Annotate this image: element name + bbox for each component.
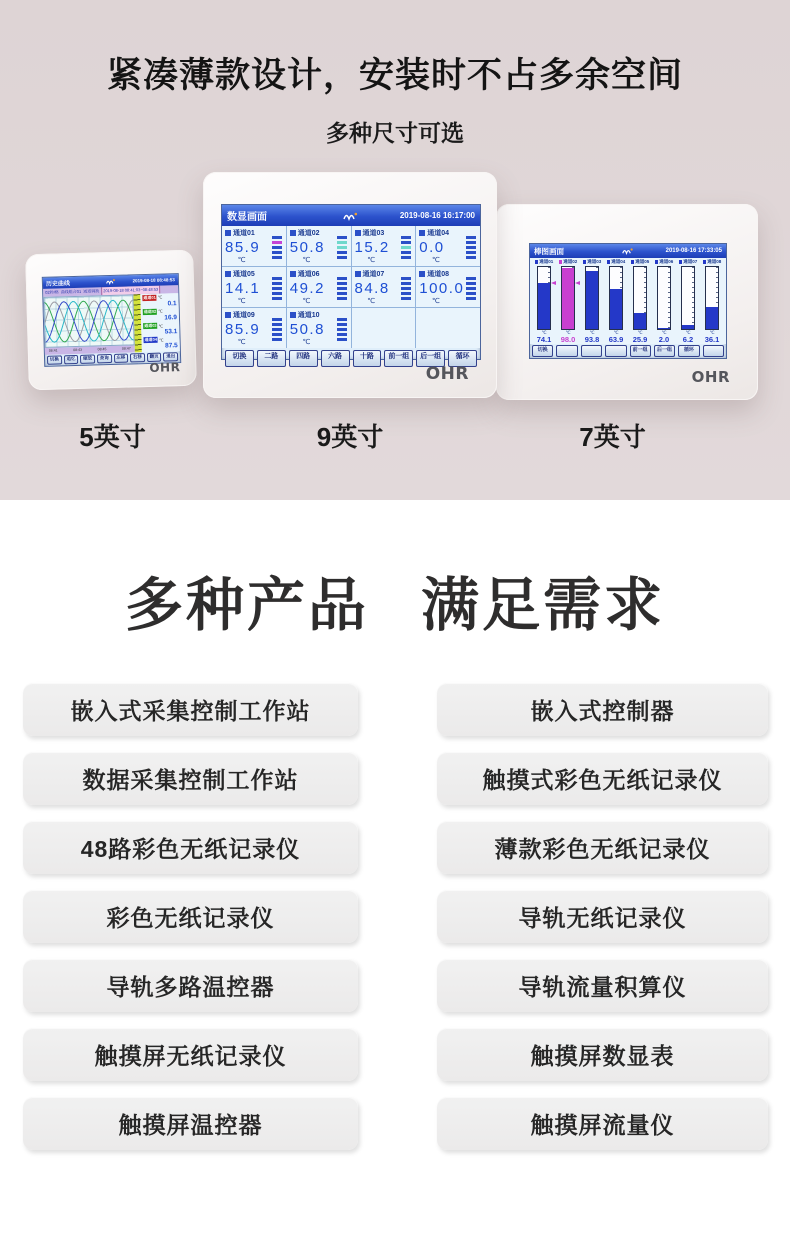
channel-cell: [222, 267, 286, 307]
product-button[interactable]: 导轨无纸记录仪: [437, 890, 768, 943]
screen-button: 循环: [678, 345, 699, 357]
bar-fill: [682, 325, 694, 329]
channel-unit: ℃: [302, 339, 311, 346]
indicator-segment: [337, 287, 347, 290]
section-title-left: 多种产品: [124, 573, 369, 638]
screen-header: [222, 205, 480, 226]
screen-datetime: 2019-08-16 16:17:00: [399, 211, 475, 220]
indicator-segment: [337, 277, 347, 280]
channel-level-indicator: [466, 236, 476, 259]
channel-label: 通道08: [427, 271, 450, 278]
indicator-segment: [401, 241, 411, 244]
bar-value: 6.2: [682, 335, 694, 344]
screen-7inch-bargraph: [529, 243, 727, 359]
channel-cell: [416, 267, 480, 307]
bar-unit: ℃: [685, 330, 691, 335]
bar-channel-label: [559, 259, 578, 265]
time-tick-label: 08:47: [121, 346, 131, 351]
bar-value: 36.1: [704, 335, 720, 344]
channel-unit: ℃: [237, 298, 246, 305]
channel-level-indicator: [401, 277, 411, 300]
channel-color-square: [225, 230, 231, 236]
channel-level-indicator: [272, 318, 282, 341]
channel-color-square: [703, 260, 707, 264]
channel-value: 15.2: [354, 239, 390, 256]
channel-level-indicator: [337, 236, 347, 259]
bar-outline: [609, 266, 623, 330]
setpoint-marker-icon: [551, 281, 556, 285]
screen-button: 后一组: [416, 350, 445, 367]
channel-label: 通道07: [683, 259, 698, 264]
screen-title: 历史曲线: [45, 281, 71, 288]
bar-channel-label: [607, 259, 626, 265]
history-curve-plot: [43, 294, 134, 347]
product-button[interactable]: 彩色无纸记录仪: [23, 890, 358, 943]
channel-unit: ℃: [302, 298, 311, 305]
channel-color-chip: 通道04: [144, 337, 158, 343]
channel-label: 通道07: [362, 271, 385, 278]
channel-color-square: [355, 230, 361, 236]
channel-level-indicator: [337, 318, 347, 341]
channel-level-indicator: [272, 236, 282, 259]
screen-button: [581, 345, 602, 357]
indicator-segment: [466, 297, 476, 300]
bar-channel-label: [535, 259, 554, 265]
screen-button: 后一组: [654, 345, 675, 357]
bar-value: 74.1: [536, 335, 552, 344]
indicator-segment: [401, 277, 411, 280]
channel-color-square: [607, 260, 611, 264]
hero-subtitle: 多种尺寸可选: [326, 120, 464, 146]
channel-color-chip: 通道03: [144, 323, 157, 329]
channel-label: 通道06: [659, 259, 674, 264]
bar-column: [628, 259, 652, 344]
product-button[interactable]: 薄款彩色无纸记录仪: [437, 821, 768, 874]
screen-button: 切换: [47, 355, 62, 364]
channel-value: 84.8: [354, 280, 390, 297]
curve-wrap: [43, 294, 135, 354]
indicator-segment: [337, 246, 347, 249]
bar-column: [604, 259, 628, 344]
channel-color-square: [419, 230, 425, 236]
screen-button: 前一组: [630, 345, 651, 357]
channel-label: 通道06: [297, 271, 320, 278]
channel-color-square: [225, 271, 231, 277]
channel-value: 50.8: [289, 239, 325, 256]
bar-fill: [538, 283, 550, 329]
indicator-segment: [272, 323, 282, 326]
indicator-segment: [337, 236, 347, 239]
bar-value: 25.9: [632, 335, 648, 344]
indicator-segment: [272, 287, 282, 290]
screen-datetime: 2019-08-18 08:48:53: [132, 277, 175, 284]
bar-unit: ℃: [661, 330, 667, 335]
channel-label: 通道02: [563, 259, 578, 264]
indicator-segment: [466, 277, 476, 280]
indicator-segment: [337, 297, 347, 300]
readout-value: 0.1: [167, 299, 177, 307]
screen-button: 查询: [97, 354, 112, 363]
time-tick-label: 08:45: [97, 347, 107, 352]
device-9inch: [203, 172, 497, 398]
channel-value: 50.8: [289, 321, 325, 338]
channel-cell: [287, 226, 351, 266]
screen-button: [556, 345, 577, 357]
readout-value: 16.9: [164, 313, 178, 322]
screen-button: 左移: [113, 354, 128, 363]
channel-label: 通道09: [233, 312, 255, 319]
channel-label: 通道03: [587, 259, 602, 264]
screen-button: 缩放: [80, 354, 95, 363]
size-label-9inch: 9英寸: [316, 422, 384, 452]
indicator-segment: [337, 338, 347, 341]
screen-button: 四路: [289, 350, 318, 367]
bar-column: [556, 259, 580, 344]
bar-unit: ℃: [541, 330, 547, 335]
bar-channel-label: [631, 259, 650, 265]
indicator-segment: [466, 292, 476, 295]
indicator-segment: [466, 251, 476, 254]
channel-color-square: [290, 312, 296, 318]
indicator-segment: [272, 241, 282, 244]
product-button[interactable]: 触摸屏数显表: [437, 1028, 768, 1081]
indicator-segment: [337, 323, 347, 326]
indicator-segment: [466, 241, 476, 244]
bar-column: [580, 259, 604, 344]
channel-readout: [143, 308, 177, 322]
indicator-segment: [466, 282, 476, 285]
channel-label: 通道03: [362, 230, 385, 237]
channel-label: 通道02: [297, 230, 320, 237]
channel-cell: [287, 308, 351, 348]
indicator-segment: [401, 287, 411, 290]
channel-unit: ℃: [367, 298, 376, 305]
product-button[interactable]: 嵌入式控制器: [437, 683, 768, 736]
channel-color-square: [655, 260, 659, 264]
screen-button: 前一组: [384, 350, 413, 367]
screen-button: 退出: [163, 352, 178, 361]
screen-button: 六路: [321, 350, 350, 367]
channel-color-square: [679, 260, 683, 264]
screen-datetime: 2019-08-16 17:33:05: [665, 248, 722, 254]
screen-title: 棒图画面: [534, 246, 564, 256]
channel-unit: ℃: [432, 298, 440, 305]
bar-value: 98.0: [560, 335, 576, 344]
ohr-brand-logo: OHR: [425, 364, 469, 384]
toolbar-item: 通道调换: [83, 288, 100, 294]
screen-title: 数显画面: [227, 212, 267, 223]
indicator-segment: [401, 297, 411, 300]
indicator-segment: [272, 297, 282, 300]
device-7inch: [496, 204, 758, 400]
readout-value: 87.5: [164, 342, 178, 350]
indicator-segment: [337, 241, 347, 244]
channel-readout: [143, 322, 177, 336]
channel-level-indicator: [272, 277, 282, 300]
channel-label: 通道05: [233, 271, 255, 278]
screen-button: 循环: [448, 350, 477, 367]
bar-unit: ℃: [565, 330, 571, 335]
bar-outline: [585, 266, 599, 330]
channel-cell: [352, 226, 416, 266]
channel-color-chip: 通道01: [143, 294, 156, 301]
product-column-right: [437, 683, 768, 1150]
channel-color-square: [559, 260, 563, 264]
screen-button-row: [530, 344, 726, 358]
channel-color-chip: 通道02: [143, 308, 157, 315]
channel-label: 通道01: [539, 259, 554, 264]
channel-grid: [222, 226, 480, 348]
bar-outline: [633, 266, 647, 330]
ohr-brand-logo: OHR: [149, 360, 181, 375]
channel-unit: ℃: [237, 339, 246, 346]
toolbar-item: 02秒/格: [45, 289, 59, 295]
channel-cell: [352, 267, 416, 307]
indicator-segment: [337, 318, 347, 321]
bar-value: 2.0: [658, 335, 670, 344]
readout-value: 53.1: [164, 327, 178, 336]
bar-fill: [586, 271, 598, 329]
indicator-segment: [466, 287, 476, 290]
product-button[interactable]: 触摸式彩色无纸记录仪: [437, 752, 768, 805]
channel-readout: [142, 294, 176, 308]
bar-channel-label: [679, 259, 698, 265]
indicator-segment: [337, 328, 347, 331]
brand-logo-icon: [622, 247, 634, 255]
channel-level-indicator: [401, 236, 411, 259]
bar-outline: [561, 266, 575, 330]
product-button[interactable]: 触摸屏温控器: [23, 1097, 358, 1150]
channel-value: 85.9: [225, 239, 261, 256]
section-title: [0, 558, 790, 642]
product-button[interactable]: 嵌入式采集控制工作站: [23, 683, 358, 736]
indicator-segment: [272, 292, 282, 295]
indicator-segment: [272, 333, 282, 336]
indicator-segment: [466, 236, 476, 239]
channel-unit: ℃: [237, 257, 246, 264]
screen-9inch-digital: [221, 204, 481, 360]
channel-readouts: [140, 293, 180, 352]
size-label-5inch: 5英寸: [79, 422, 146, 452]
indicator-segment: [272, 246, 282, 249]
screen-header: [530, 244, 726, 258]
channel-unit: ℃: [367, 257, 376, 264]
bar-channel-label: [583, 259, 602, 265]
curve-main: [43, 293, 180, 355]
channel-value: 49.2: [289, 280, 325, 297]
bar-outline: [681, 266, 695, 330]
channel-cell: [287, 267, 351, 307]
readout-unit: ℃: [158, 323, 164, 329]
channel-label: 通道04: [427, 230, 450, 237]
bar-column: [676, 259, 700, 344]
bar-outline: [537, 266, 551, 330]
indicator-segment: [272, 251, 282, 254]
channel-cell: [222, 308, 286, 348]
channel-color-square: [631, 260, 635, 264]
indicator-segment: [337, 251, 347, 254]
channel-cell-empty: [352, 308, 416, 348]
indicator-segment: [401, 256, 411, 259]
bar-outline: [657, 266, 671, 330]
indicator-segment: [337, 333, 347, 336]
channel-color-square: [583, 260, 587, 264]
brand-logo-icon: [105, 278, 115, 285]
screen-button: 右移: [130, 353, 145, 362]
device-5inch: [25, 250, 197, 391]
channel-label: 通道10: [297, 312, 320, 319]
product-button[interactable]: 48路彩色无纸记录仪: [23, 821, 358, 874]
bar-value: 63.9: [608, 335, 624, 344]
bar-unit: ℃: [709, 330, 715, 335]
channel-readout: [144, 337, 178, 351]
channel-cell-empty: [416, 308, 480, 348]
channel-cell: [222, 226, 286, 266]
bar-unit: ℃: [589, 330, 595, 335]
size-label-7inch: 7英寸: [579, 422, 646, 452]
product-button[interactable]: 触摸屏流量仪: [437, 1097, 768, 1150]
channel-level-indicator: [337, 277, 347, 300]
setpoint-marker-icon: [575, 281, 580, 285]
indicator-segment: [337, 256, 347, 259]
channel-unit: ℃: [302, 257, 311, 264]
channel-unit: ℃: [432, 257, 440, 264]
channel-label: 通道04: [611, 259, 626, 264]
brand-logo-icon: [343, 211, 359, 221]
channel-cell: [416, 226, 480, 266]
readout-unit: ℃: [158, 337, 164, 343]
indicator-segment: [337, 282, 347, 285]
section-title-right: 满足需求: [421, 573, 666, 638]
bar-fill: [562, 268, 574, 329]
channel-color-square: [419, 271, 425, 277]
bar-value: 93.8: [584, 335, 600, 344]
screen-button: 切换: [532, 345, 553, 357]
indicator-segment: [401, 246, 411, 249]
screen-button: 切换: [225, 350, 254, 367]
toolbar-item: 2019-08-18 08:41:03~08:48:53: [101, 285, 160, 296]
screen-button: [605, 345, 626, 357]
indicator-segment: [401, 282, 411, 285]
channel-label: 通道01: [233, 230, 255, 237]
bar-unit: ℃: [637, 330, 643, 335]
bar-chart-area: [530, 258, 726, 344]
bar-tick-marks: [668, 267, 671, 329]
product-button[interactable]: 触摸屏无纸记录仪: [23, 1028, 358, 1081]
indicator-segment: [337, 292, 347, 295]
screen-button: 翻页: [147, 353, 162, 362]
bar-column: [700, 259, 724, 344]
channel-value: 0.0: [419, 239, 445, 256]
indicator-segment: [466, 256, 476, 259]
channel-color-square: [355, 271, 361, 277]
channel-value: 100.0: [419, 280, 465, 297]
indicator-segment: [272, 328, 282, 331]
screen-button: [703, 345, 724, 357]
bar-fill: [634, 313, 646, 329]
indicator-segment: [272, 236, 282, 239]
product-button[interactable]: 数据采集控制工作站: [23, 752, 358, 805]
indicator-segment: [272, 277, 282, 280]
indicator-segment: [401, 251, 411, 254]
bar-outline: [705, 266, 719, 330]
channel-level-indicator: [466, 277, 476, 300]
screen-5inch-history-curve: [42, 273, 181, 367]
indicator-segment: [401, 292, 411, 295]
toolbar-item: 曲线组合01: [60, 288, 82, 295]
screen-button: 二路: [257, 350, 286, 367]
indicator-segment: [401, 236, 411, 239]
product-column-left: [23, 683, 358, 1150]
hero-title: 紧凑薄款设计，安装时不占多余空间: [106, 56, 683, 95]
bar-channel-label: [703, 259, 722, 265]
indicator-segment: [272, 256, 282, 259]
bar-fill: [658, 328, 670, 329]
bar-unit: ℃: [613, 330, 619, 335]
screen-button: 追忆: [64, 355, 79, 364]
bar-fill: [610, 289, 622, 329]
channel-color-square: [225, 312, 231, 318]
channel-color-square: [290, 271, 296, 277]
channel-value: 85.9: [225, 321, 261, 338]
screen-button: 十路: [353, 350, 382, 367]
bar-channel-label: [655, 259, 674, 265]
readout-unit: ℃: [157, 294, 163, 300]
bar-column: [532, 259, 556, 344]
indicator-segment: [272, 318, 282, 321]
bar-column: [652, 259, 676, 344]
channel-color-square: [535, 260, 539, 264]
indicator-segment: [272, 282, 282, 285]
product-button[interactable]: 导轨多路温控器: [23, 959, 358, 1012]
channel-label: 通道08: [707, 259, 722, 264]
indicator-segment: [272, 338, 282, 341]
time-tick-label: 08:43: [73, 347, 83, 353]
channel-value: 14.1: [225, 280, 261, 297]
channel-color-square: [290, 230, 296, 236]
readout-unit: ℃: [158, 308, 163, 315]
channel-label: 通道05: [635, 259, 650, 264]
indicator-segment: [466, 246, 476, 249]
bar-tick-marks: [692, 267, 695, 329]
time-tick-label: 08:41: [48, 348, 58, 353]
product-button[interactable]: 导轨流量积算仪: [437, 959, 768, 1012]
bar-fill: [706, 307, 718, 329]
ohr-brand-logo: OHR: [691, 368, 730, 386]
